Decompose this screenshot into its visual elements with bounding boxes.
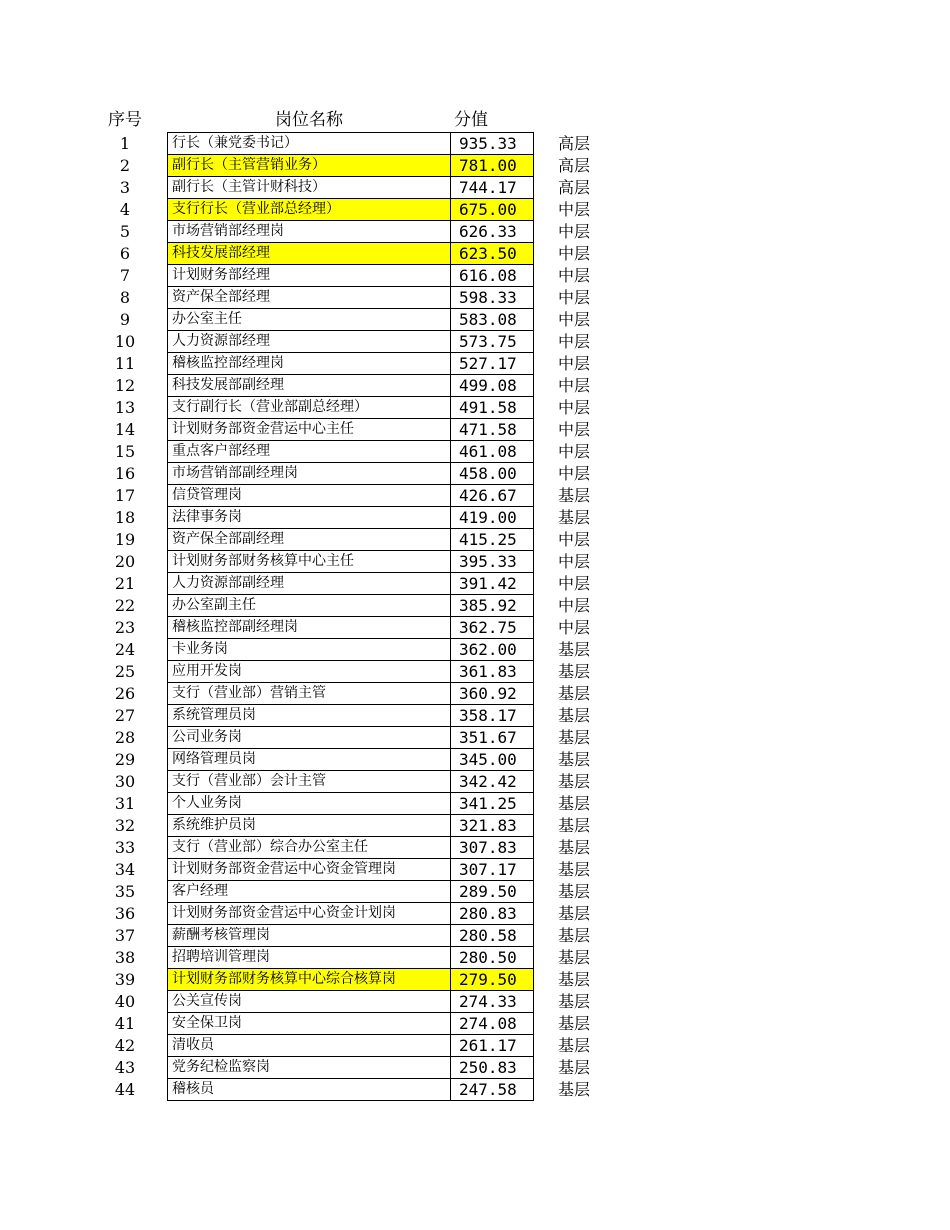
row-seq: 12	[114, 376, 136, 395]
table-row	[106, 507, 598, 529]
row-level: 中层	[558, 200, 591, 219]
row-score: 274.33	[451, 991, 534, 1013]
header-score: 分值	[454, 110, 488, 130]
row-level: 基层	[558, 816, 591, 835]
row-position-name: 计划财务部资金营运中心资金计划岗	[168, 903, 451, 925]
table-row	[106, 595, 598, 617]
row-seq: 11	[114, 354, 136, 373]
row-position-name: 安全保卫岗	[168, 1013, 451, 1035]
table-row	[106, 573, 598, 595]
row-seq: 2	[119, 156, 131, 175]
row-seq: 26	[114, 684, 136, 703]
row-level: 基层	[558, 486, 591, 505]
row-level: 中层	[558, 244, 591, 263]
position-table	[106, 132, 598, 1101]
row-seq: 13	[114, 398, 136, 417]
table-row	[106, 749, 598, 771]
table-row	[106, 1079, 598, 1101]
table-row	[106, 815, 598, 837]
row-level: 基层	[558, 684, 591, 703]
row-position-name: 计划财务部财务核算中心主任	[168, 551, 451, 573]
row-level: 中层	[558, 310, 591, 329]
row-score: 341.25	[451, 793, 534, 815]
row-seq: 20	[114, 552, 136, 571]
row-level: 基层	[558, 970, 591, 989]
row-level: 中层	[558, 618, 591, 637]
row-score: 471.58	[451, 419, 534, 441]
row-score: 491.58	[451, 397, 534, 419]
row-level: 基层	[558, 508, 591, 527]
row-position-name: 公司业务岗	[168, 727, 451, 749]
row-score: 362.00	[451, 639, 534, 661]
row-position-name: 市场营销部经理岗	[168, 221, 451, 243]
row-position-name: 稽核监控部副经理岗	[168, 617, 451, 639]
row-level: 中层	[558, 266, 591, 285]
row-seq: 5	[119, 222, 131, 241]
table-row	[106, 331, 598, 353]
row-level: 基层	[558, 1058, 591, 1077]
table-row	[106, 441, 598, 463]
row-score: 280.83	[451, 903, 534, 925]
row-score: 458.00	[451, 463, 534, 485]
row-score: 461.08	[451, 441, 534, 463]
row-level: 基层	[558, 1080, 591, 1099]
row-level: 基层	[558, 882, 591, 901]
table-row	[106, 771, 598, 793]
row-score: 289.50	[451, 881, 534, 903]
row-score: 358.17	[451, 705, 534, 727]
header-seq: 序号	[108, 110, 142, 130]
table-row	[106, 969, 598, 991]
row-score: 279.50	[451, 969, 534, 991]
row-level: 基层	[558, 728, 591, 747]
table-row	[106, 639, 598, 661]
row-score: 419.00	[451, 507, 534, 529]
row-seq: 33	[114, 838, 136, 857]
table-row	[106, 793, 598, 815]
table-row	[106, 133, 598, 155]
table-row	[106, 485, 598, 507]
table-row	[106, 463, 598, 485]
row-seq: 37	[114, 926, 136, 945]
row-position-name: 办公室副主任	[168, 595, 451, 617]
row-level: 中层	[558, 574, 591, 593]
table-row	[106, 881, 598, 903]
row-score: 274.08	[451, 1013, 534, 1035]
row-seq: 29	[114, 750, 136, 769]
table-row	[106, 221, 598, 243]
table-row	[106, 903, 598, 925]
row-seq: 16	[114, 464, 136, 483]
row-score: 527.17	[451, 353, 534, 375]
position-score-sheet	[106, 108, 598, 1101]
row-position-name: 资产保全部副经理	[168, 529, 451, 551]
row-position-name: 系统管理员岗	[168, 705, 451, 727]
row-score: 307.83	[451, 837, 534, 859]
row-score: 391.42	[451, 573, 534, 595]
row-seq: 9	[119, 310, 131, 329]
row-level: 中层	[558, 530, 591, 549]
row-seq: 1	[119, 134, 131, 153]
row-position-name: 网络管理员岗	[168, 749, 451, 771]
row-level: 中层	[558, 596, 591, 615]
row-position-name: 办公室主任	[168, 309, 451, 331]
row-seq: 8	[119, 288, 131, 307]
row-score: 250.83	[451, 1057, 534, 1079]
row-position-name: 稽核员	[168, 1079, 451, 1101]
table-row	[106, 727, 598, 749]
row-score: 426.67	[451, 485, 534, 507]
row-score: 280.50	[451, 947, 534, 969]
row-score: 345.00	[451, 749, 534, 771]
row-score: 744.17	[451, 177, 534, 199]
table-row	[106, 1013, 598, 1035]
row-score: 499.08	[451, 375, 534, 397]
row-level: 基层	[558, 706, 591, 725]
table-row	[106, 353, 598, 375]
row-seq: 28	[114, 728, 136, 747]
row-position-name: 信贷管理岗	[168, 485, 451, 507]
row-position-name: 市场营销部副经理岗	[168, 463, 451, 485]
row-position-name: 招聘培训管理岗	[168, 947, 451, 969]
row-seq: 23	[114, 618, 136, 637]
row-score: 415.25	[451, 529, 534, 551]
row-level: 中层	[558, 222, 591, 241]
row-seq: 42	[114, 1036, 136, 1055]
table-row	[106, 199, 598, 221]
row-level: 中层	[558, 464, 591, 483]
row-seq: 36	[114, 904, 136, 923]
row-position-name: 客户经理	[168, 881, 451, 903]
table-row	[106, 837, 598, 859]
row-score: 598.33	[451, 287, 534, 309]
row-score: 395.33	[451, 551, 534, 573]
row-position-name: 系统维护员岗	[168, 815, 451, 837]
row-position-name: 计划财务部财务核算中心综合核算岗	[168, 969, 451, 991]
table-row	[106, 617, 598, 639]
row-score: 781.00	[451, 155, 534, 177]
row-level: 中层	[558, 332, 591, 351]
row-level: 基层	[558, 772, 591, 791]
table-row	[106, 551, 598, 573]
row-seq: 14	[114, 420, 136, 439]
row-level: 中层	[558, 354, 591, 373]
row-seq: 25	[114, 662, 136, 681]
row-seq: 4	[119, 200, 131, 219]
row-position-name: 计划财务部资金营运中心主任	[168, 419, 451, 441]
row-score: 623.50	[451, 243, 534, 265]
table-row	[106, 683, 598, 705]
row-seq: 10	[114, 332, 136, 351]
row-level: 基层	[558, 640, 591, 659]
table-row	[106, 947, 598, 969]
row-position-name: 个人业务岗	[168, 793, 451, 815]
row-seq: 7	[119, 266, 131, 285]
row-seq: 19	[114, 530, 136, 549]
row-position-name: 计划财务部经理	[168, 265, 451, 287]
row-position-name: 支行副行长（营业部副总经理）	[168, 397, 451, 419]
table-row	[106, 243, 598, 265]
row-seq: 34	[114, 860, 136, 879]
table-row	[106, 265, 598, 287]
row-position-name: 支行（营业部）综合办公室主任	[168, 837, 451, 859]
row-position-name: 重点客户部经理	[168, 441, 451, 463]
row-seq: 6	[119, 244, 131, 263]
row-level: 基层	[558, 838, 591, 857]
table-row	[106, 925, 598, 947]
row-score: 351.67	[451, 727, 534, 749]
row-level: 中层	[558, 552, 591, 571]
row-seq: 18	[114, 508, 136, 527]
row-seq: 21	[114, 574, 136, 593]
row-position-name: 副行长（主管计财科技）	[168, 177, 451, 199]
row-position-name: 法律事务岗	[168, 507, 451, 529]
row-level: 基层	[558, 926, 591, 945]
row-seq: 32	[114, 816, 136, 835]
table-row	[106, 661, 598, 683]
table-row	[106, 375, 598, 397]
row-score: 247.58	[451, 1079, 534, 1101]
row-seq: 44	[114, 1080, 136, 1099]
row-seq: 15	[114, 442, 136, 461]
row-seq: 35	[114, 882, 136, 901]
table-row	[106, 1035, 598, 1057]
row-level: 高层	[558, 156, 591, 175]
row-seq: 27	[114, 706, 136, 725]
row-position-name: 支行（营业部）营销主管	[168, 683, 451, 705]
row-level: 中层	[558, 376, 591, 395]
row-score: 261.17	[451, 1035, 534, 1057]
row-position-name: 党务纪检监察岗	[168, 1057, 451, 1079]
row-level: 基层	[558, 750, 591, 769]
table-row	[106, 155, 598, 177]
row-seq: 31	[114, 794, 136, 813]
table-row	[106, 1057, 598, 1079]
row-position-name: 卡业务岗	[168, 639, 451, 661]
row-seq: 38	[114, 948, 136, 967]
row-score: 360.92	[451, 683, 534, 705]
row-seq: 41	[114, 1014, 136, 1033]
header-row	[106, 108, 598, 132]
table-row	[106, 991, 598, 1013]
row-position-name: 公关宣传岗	[168, 991, 451, 1013]
row-position-name: 副行长（主管营销业务）	[168, 155, 451, 177]
row-seq: 24	[114, 640, 136, 659]
row-position-name: 应用开发岗	[168, 661, 451, 683]
row-score: 280.58	[451, 925, 534, 947]
table-row	[106, 705, 598, 727]
row-position-name: 薪酬考核管理岗	[168, 925, 451, 947]
table-row	[106, 177, 598, 199]
table-row	[106, 287, 598, 309]
table-row	[106, 859, 598, 881]
row-level: 基层	[558, 662, 591, 681]
row-level: 高层	[558, 134, 591, 153]
row-seq: 22	[114, 596, 136, 615]
row-score: 385.92	[451, 595, 534, 617]
row-score: 626.33	[451, 221, 534, 243]
row-level: 中层	[558, 420, 591, 439]
row-position-name: 行长（兼党委书记）	[168, 133, 451, 155]
row-score: 573.75	[451, 331, 534, 353]
row-score: 583.08	[451, 309, 534, 331]
row-score: 361.83	[451, 661, 534, 683]
row-position-name: 科技发展部经理	[168, 243, 451, 265]
row-level: 基层	[558, 1014, 591, 1033]
row-score: 935.33	[451, 133, 534, 155]
row-level: 中层	[558, 398, 591, 417]
row-score: 307.17	[451, 859, 534, 881]
row-level: 中层	[558, 442, 591, 461]
row-position-name: 人力资源部副经理	[168, 573, 451, 595]
row-level: 基层	[558, 992, 591, 1011]
row-level: 基层	[558, 904, 591, 923]
row-position-name: 支行（营业部）会计主管	[168, 771, 451, 793]
table-row	[106, 397, 598, 419]
header-position-name: 岗位名称	[275, 110, 343, 130]
table-row	[106, 309, 598, 331]
row-position-name: 清收员	[168, 1035, 451, 1057]
row-level: 高层	[558, 178, 591, 197]
row-seq: 43	[114, 1058, 136, 1077]
row-score: 675.00	[451, 199, 534, 221]
row-score: 321.83	[451, 815, 534, 837]
row-position-name: 计划财务部资金营运中心资金管理岗	[168, 859, 451, 881]
row-seq: 3	[119, 178, 131, 197]
row-seq: 39	[114, 970, 136, 989]
row-level: 基层	[558, 794, 591, 813]
row-level: 中层	[558, 288, 591, 307]
row-level: 基层	[558, 1036, 591, 1055]
row-score: 342.42	[451, 771, 534, 793]
row-position-name: 科技发展部副经理	[168, 375, 451, 397]
row-position-name: 支行行长（营业部总经理）	[168, 199, 451, 221]
row-score: 616.08	[451, 265, 534, 287]
row-seq: 40	[114, 992, 136, 1011]
table-row	[106, 419, 598, 441]
row-position-name: 人力资源部经理	[168, 331, 451, 353]
row-seq: 30	[114, 772, 136, 791]
table-row	[106, 529, 598, 551]
row-position-name: 稽核监控部经理岗	[168, 353, 451, 375]
row-score: 362.75	[451, 617, 534, 639]
row-position-name: 资产保全部经理	[168, 287, 451, 309]
row-seq: 17	[114, 486, 136, 505]
row-level: 基层	[558, 948, 591, 967]
row-level: 基层	[558, 860, 591, 879]
